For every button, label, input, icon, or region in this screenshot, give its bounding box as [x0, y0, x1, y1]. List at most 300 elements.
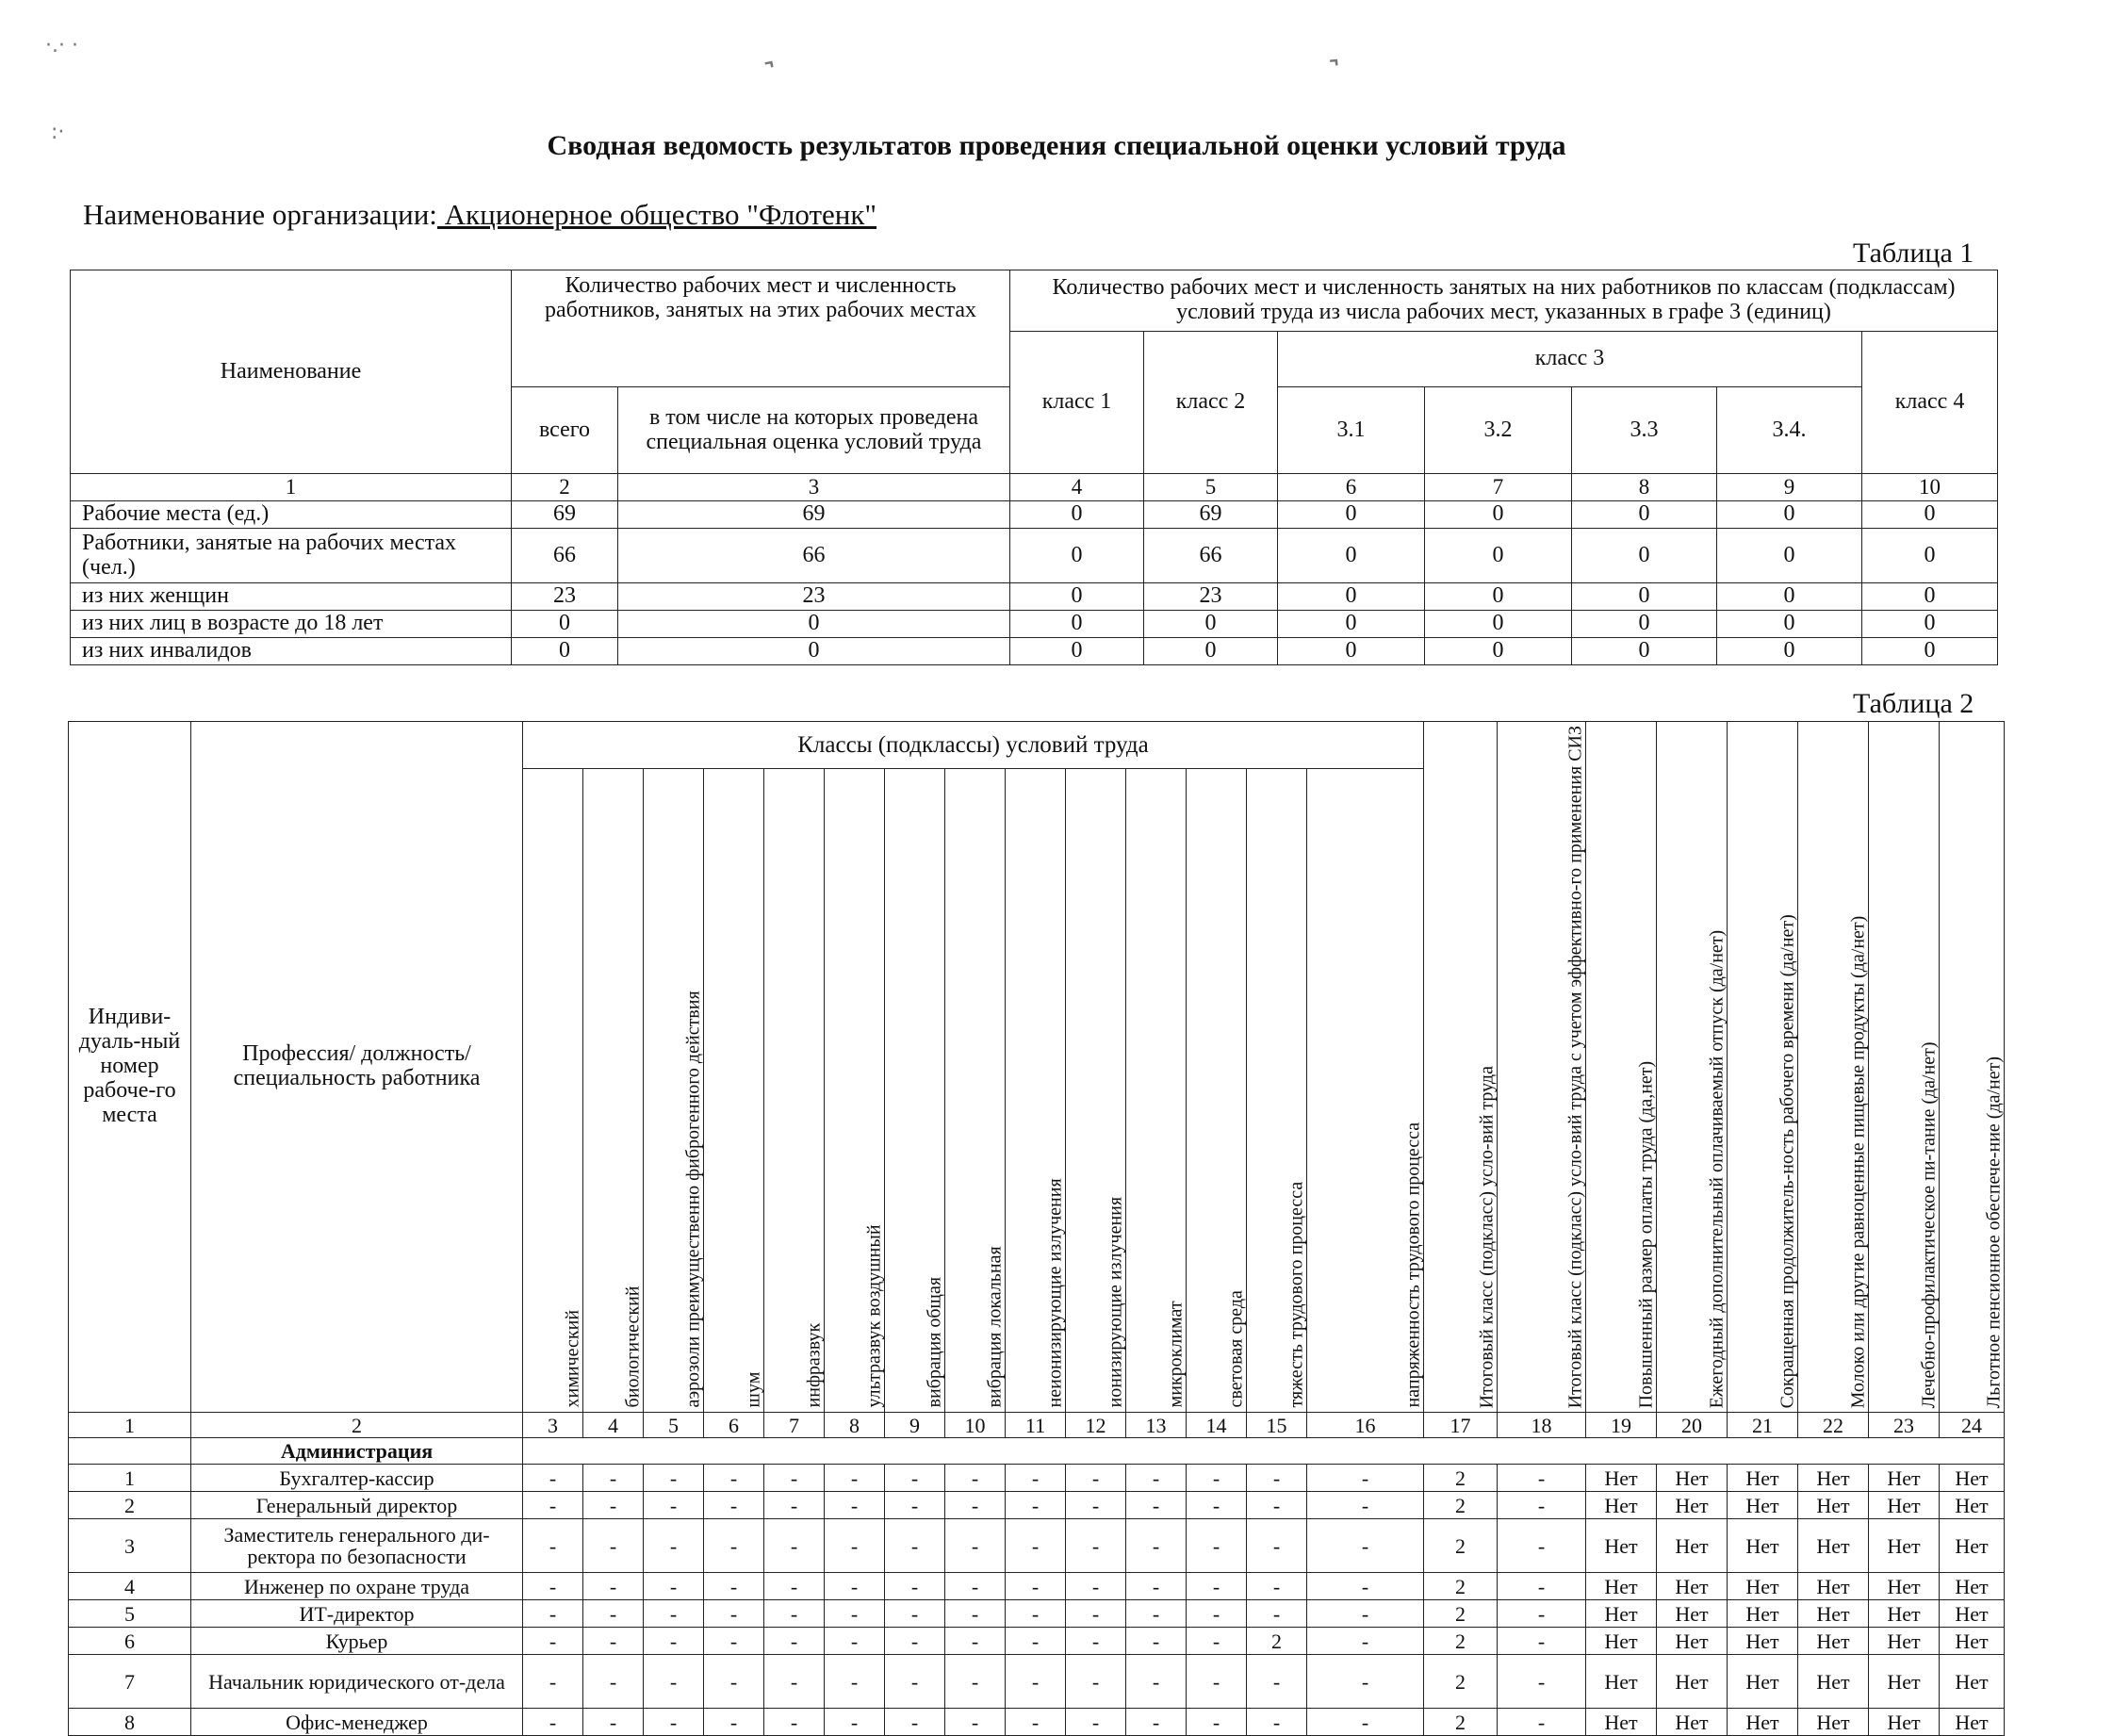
- cell-value: -: [885, 1709, 945, 1736]
- cell-value: Нет: [1586, 1709, 1657, 1736]
- cell-value: -: [1498, 1628, 1586, 1655]
- cell-value: Нет: [1728, 1655, 1798, 1709]
- cell-value: Нет: [1657, 1709, 1728, 1736]
- header-factor: аэрозоли преимущественно фиброгенного действия: [644, 768, 704, 1412]
- cell-value: 0: [1862, 638, 1998, 665]
- cell-value: -: [1498, 1465, 1586, 1492]
- scan-noise: ·.· ·: [45, 34, 78, 57]
- row-label: из них инвалидов: [71, 638, 512, 665]
- cell-value: Нет: [1586, 1465, 1657, 1492]
- cell-value: 2: [1424, 1492, 1498, 1519]
- cell-value: -: [825, 1573, 885, 1600]
- cell-value: -: [583, 1492, 644, 1519]
- cell-value: 0: [1572, 583, 1717, 611]
- workplace-number: 8: [69, 1709, 191, 1736]
- table-row: [69, 1573, 2005, 1600]
- cell-value: 0: [1717, 611, 1862, 638]
- cell-value: -: [1126, 1709, 1187, 1736]
- header-class1: класс 1: [1010, 332, 1144, 474]
- header-class-3-1: 3.1: [1278, 387, 1425, 474]
- cell-value: -: [885, 1600, 945, 1628]
- cell-value: Нет: [1586, 1573, 1657, 1600]
- cell-value: -: [1066, 1600, 1126, 1628]
- profession-name: Генеральный директор: [191, 1492, 523, 1519]
- cell-value: 0: [1862, 529, 1998, 583]
- cell-value: -: [704, 1573, 764, 1600]
- table-row: [71, 638, 1998, 665]
- organization-name: Акционерное общество "Флотенк": [436, 198, 877, 231]
- column-number: 23: [1869, 1413, 1940, 1438]
- cell-value: Нет: [1798, 1600, 1869, 1628]
- cell-value: 0: [1010, 611, 1144, 638]
- column-number: 4: [1010, 474, 1144, 501]
- cell-value: -: [1498, 1709, 1586, 1736]
- column-number: 1: [69, 1413, 191, 1438]
- cell-value: 0: [1862, 611, 1998, 638]
- cell-value: Нет: [1728, 1519, 1798, 1573]
- cell-value: -: [945, 1492, 1006, 1519]
- column-number: 10: [1862, 474, 1998, 501]
- profession-name: Начальник юридического от-дела: [191, 1655, 523, 1709]
- header-factor: вибрация общая: [885, 768, 945, 1412]
- cell-value: -: [583, 1519, 644, 1573]
- cell-value: Нет: [1940, 1465, 2005, 1492]
- cell-value: 0: [1278, 501, 1425, 529]
- header-class-group: Количество рабочих мест и численность занятых на них работников по классам (подклассам) условий труда из числа рабочих мест, указанных в графе 3 (единиц): [1010, 270, 1998, 332]
- cell-value: Нет: [1798, 1709, 1869, 1736]
- cell-value: -: [885, 1492, 945, 1519]
- cell-value: 23: [512, 583, 618, 611]
- column-number: 24: [1940, 1413, 2005, 1438]
- cell-value: -: [1066, 1492, 1126, 1519]
- cell-value: Нет: [1728, 1628, 1798, 1655]
- column-number-row: [69, 1413, 2005, 1438]
- column-number: 6: [1278, 474, 1425, 501]
- cell-value: -: [764, 1492, 825, 1519]
- cell-value: -: [1066, 1465, 1126, 1492]
- cell-value: -: [1307, 1628, 1424, 1655]
- cell-value: -: [1247, 1465, 1307, 1492]
- header-factor: инфразвук: [764, 768, 825, 1412]
- document-title: Сводная ведомость результатов проведения специальной оценки условий труда: [547, 130, 1566, 161]
- staple-mark: ˺: [761, 54, 782, 99]
- cell-value: -: [1498, 1573, 1586, 1600]
- workplace-number: 7: [69, 1655, 191, 1709]
- column-number: 4: [583, 1413, 644, 1438]
- cell-value: -: [1006, 1709, 1066, 1736]
- cell-value: -: [1307, 1519, 1424, 1573]
- cell-value: 69: [1144, 501, 1278, 529]
- cell-value: Нет: [1657, 1465, 1728, 1492]
- cell-value: -: [1066, 1573, 1126, 1600]
- cell-value: 0: [1572, 529, 1717, 583]
- cell-value: 0: [1717, 638, 1862, 665]
- header-pension: Льготное пенсионное обеспече-ние (да/нет): [1940, 722, 2005, 1413]
- cell-value: -: [945, 1519, 1006, 1573]
- cell-value: 66: [618, 529, 1010, 583]
- cell-value: -: [1126, 1465, 1187, 1492]
- cell-value: Нет: [1940, 1519, 2005, 1573]
- table-row: [69, 1600, 2005, 1628]
- cell-value: -: [1126, 1655, 1187, 1709]
- cell-value: -: [1307, 1465, 1424, 1492]
- cell-value: 0: [1278, 611, 1425, 638]
- cell-value: -: [764, 1519, 825, 1573]
- header-count-group: Количество рабочих мест и численность работников, занятых на этих рабочих местах: [512, 270, 1010, 387]
- column-number: 18: [1498, 1413, 1586, 1438]
- cell-value: -: [583, 1600, 644, 1628]
- column-number: 5: [1144, 474, 1278, 501]
- cell-value: -: [1498, 1655, 1586, 1709]
- cell-value: 0: [1717, 501, 1862, 529]
- column-number: 1: [71, 474, 512, 501]
- cell-value: -: [704, 1655, 764, 1709]
- section-row: [69, 1438, 2005, 1465]
- table-row: [69, 1655, 2005, 1709]
- workplace-number: 3: [69, 1519, 191, 1573]
- table-row: [69, 1465, 2005, 1492]
- cell-value: Нет: [1586, 1492, 1657, 1519]
- cell-value: 0: [1425, 583, 1572, 611]
- cell-value: -: [885, 1465, 945, 1492]
- cell-value: -: [1307, 1600, 1424, 1628]
- table-row: [71, 501, 1998, 529]
- cell-value: 0: [1144, 638, 1278, 665]
- cell-value: -: [764, 1628, 825, 1655]
- column-number: 21: [1728, 1413, 1798, 1438]
- cell-value: -: [583, 1709, 644, 1736]
- cell-value: Нет: [1586, 1655, 1657, 1709]
- cell-value: 2: [1424, 1465, 1498, 1492]
- workplace-table: [68, 721, 2005, 1736]
- cell-value: -: [523, 1492, 583, 1519]
- cell-value: Нет: [1586, 1600, 1657, 1628]
- cell-value: -: [1006, 1628, 1066, 1655]
- cell-value: Нет: [1728, 1492, 1798, 1519]
- cell-value: -: [1247, 1709, 1307, 1736]
- cell-value: Нет: [1728, 1709, 1798, 1736]
- cell-value: -: [1187, 1600, 1247, 1628]
- scan-noise: :·: [51, 121, 65, 144]
- cell-value: 69: [512, 501, 618, 529]
- header-class-3-3: 3.3: [1572, 387, 1717, 474]
- column-number: 8: [825, 1413, 885, 1438]
- cell-value: -: [1006, 1519, 1066, 1573]
- table-row: [71, 529, 1998, 583]
- profession-name: Инженер по охране труда: [191, 1573, 523, 1600]
- cell-value: -: [825, 1655, 885, 1709]
- cell-value: Нет: [1728, 1573, 1798, 1600]
- cell-value: -: [1126, 1519, 1187, 1573]
- header-factor: ионизирующие излучения: [1066, 768, 1126, 1412]
- cell-value: -: [644, 1465, 704, 1492]
- cell-value: 0: [618, 638, 1010, 665]
- table2-caption: Таблица 2: [1853, 688, 1974, 719]
- cell-value: -: [583, 1655, 644, 1709]
- column-number: 20: [1657, 1413, 1728, 1438]
- cell-value: Нет: [1869, 1600, 1940, 1628]
- header-factor: шум: [704, 768, 764, 1412]
- cell-value: -: [1307, 1492, 1424, 1519]
- cell-value: -: [583, 1573, 644, 1600]
- cell-value: -: [1187, 1492, 1247, 1519]
- header-factor: химический: [523, 768, 583, 1412]
- cell-value: Нет: [1940, 1492, 2005, 1519]
- cell-value: 2: [1424, 1519, 1498, 1573]
- cell-value: -: [1066, 1628, 1126, 1655]
- header-factor: биологический: [583, 768, 644, 1412]
- organization-label: Наименование организации:: [83, 198, 437, 231]
- cell-value: -: [825, 1519, 885, 1573]
- header-factor: неионизирующие излучения: [1006, 768, 1066, 1412]
- column-number: 14: [1187, 1413, 1247, 1438]
- cell-value: -: [704, 1465, 764, 1492]
- cell-value: 0: [1425, 611, 1572, 638]
- cell-value: -: [523, 1465, 583, 1492]
- cell-value: Нет: [1586, 1628, 1657, 1655]
- cell-value: -: [1126, 1573, 1187, 1600]
- cell-value: Нет: [1940, 1573, 2005, 1600]
- cell-value: Нет: [1940, 1655, 2005, 1709]
- cell-value: -: [1247, 1573, 1307, 1600]
- cell-value: -: [885, 1655, 945, 1709]
- column-number: 6: [704, 1413, 764, 1438]
- cell-value: -: [945, 1465, 1006, 1492]
- column-number: 19: [1586, 1413, 1657, 1438]
- cell-value: -: [764, 1573, 825, 1600]
- cell-value: -: [583, 1628, 644, 1655]
- cell-value: -: [1498, 1600, 1586, 1628]
- column-number: 17: [1424, 1413, 1498, 1438]
- cell-value: -: [1307, 1709, 1424, 1736]
- cell-value: -: [1006, 1600, 1066, 1628]
- column-number: 11: [1006, 1413, 1066, 1438]
- workplace-number: 5: [69, 1600, 191, 1628]
- cell-value: Нет: [1798, 1628, 1869, 1655]
- cell-value: -: [825, 1709, 885, 1736]
- cell-value: 0: [1010, 529, 1144, 583]
- cell-value: 0: [618, 611, 1010, 638]
- cell-value: -: [1187, 1465, 1247, 1492]
- cell-value: -: [704, 1492, 764, 1519]
- row-label: Рабочие места (ед.): [71, 501, 512, 529]
- cell-value: 23: [618, 583, 1010, 611]
- header-factor: световая среда: [1187, 768, 1247, 1412]
- cell-value: -: [1187, 1573, 1247, 1600]
- header-profession: Профессия/ должность/ специальность работника: [191, 722, 523, 1413]
- header-therapeutic-food: Лечебно-профилактическое пи-тание (да/нет): [1869, 722, 1940, 1413]
- cell-value: 2: [1424, 1628, 1498, 1655]
- cell-value: 0: [1425, 501, 1572, 529]
- column-number: 2: [512, 474, 618, 501]
- cell-value: Нет: [1586, 1519, 1657, 1573]
- profession-name: ИТ-директор: [191, 1600, 523, 1628]
- cell-value: 66: [512, 529, 618, 583]
- table-row: [69, 1519, 2005, 1573]
- cell-value: -: [1247, 1655, 1307, 1709]
- cell-value: Нет: [1798, 1655, 1869, 1709]
- cell-value: -: [1126, 1492, 1187, 1519]
- header-factor: вибрация локальная: [945, 768, 1006, 1412]
- column-number: 3: [523, 1413, 583, 1438]
- cell-value: 0: [1425, 529, 1572, 583]
- cell-value: -: [704, 1600, 764, 1628]
- header-extra-leave: Ежегодный дополнительный оплачиваемый отпуск (да/нет): [1657, 722, 1728, 1413]
- column-number: 8: [1572, 474, 1717, 501]
- cell-value: Нет: [1869, 1465, 1940, 1492]
- cell-value: -: [523, 1655, 583, 1709]
- staple-mark: ˺: [1326, 52, 1344, 97]
- workplace-number: 1: [69, 1465, 191, 1492]
- cell-value: -: [644, 1709, 704, 1736]
- cell-value: -: [523, 1573, 583, 1600]
- cell-value: -: [885, 1519, 945, 1573]
- header-milk: Молоко или другие равноценные пищевые продукты (да/нет): [1798, 722, 1869, 1413]
- cell-value: -: [764, 1600, 825, 1628]
- header-short-time: Сокращенная продолжитель-ность рабочего времени (да/нет): [1728, 722, 1798, 1413]
- cell-value: -: [945, 1709, 1006, 1736]
- summary-table: [70, 270, 1998, 665]
- column-number: 3: [618, 474, 1010, 501]
- cell-value: Нет: [1657, 1492, 1728, 1519]
- cell-value: 69: [618, 501, 1010, 529]
- table-row: [71, 611, 1998, 638]
- organization-line: [83, 198, 876, 232]
- cell-value: 0: [1862, 583, 1998, 611]
- cell-value: Нет: [1657, 1573, 1728, 1600]
- column-number: 10: [945, 1413, 1006, 1438]
- cell-value: -: [825, 1600, 885, 1628]
- cell-value: Нет: [1657, 1628, 1728, 1655]
- cell-value: -: [1247, 1519, 1307, 1573]
- header-class-3-4: 3.4.: [1717, 387, 1862, 474]
- header-factor: ультразвук воздушный: [825, 768, 885, 1412]
- cell-value: 0: [1278, 529, 1425, 583]
- cell-value: Нет: [1869, 1628, 1940, 1655]
- cell-value: 0: [1010, 638, 1144, 665]
- table-row: [69, 1492, 2005, 1519]
- header-factor: тяжесть трудового процесса: [1247, 768, 1307, 1412]
- header-total: всего: [512, 387, 618, 474]
- cell-value: -: [1307, 1655, 1424, 1709]
- column-number-row: [71, 474, 1998, 501]
- cell-value: -: [704, 1628, 764, 1655]
- column-number: 16: [1307, 1413, 1424, 1438]
- cell-value: 0: [1010, 501, 1144, 529]
- cell-value: Нет: [1940, 1628, 2005, 1655]
- table-row: [69, 1709, 2005, 1736]
- cell-value: 0: [1717, 583, 1862, 611]
- cell-value: 0: [1144, 611, 1278, 638]
- cell-value: -: [644, 1628, 704, 1655]
- cell-value: Нет: [1869, 1519, 1940, 1573]
- cell-value: 0: [1278, 583, 1425, 611]
- header-assessed: в том числе на которых проведена специальная оценка условий труда: [618, 387, 1010, 474]
- cell-value: -: [1126, 1628, 1187, 1655]
- cell-value: -: [704, 1519, 764, 1573]
- cell-value: -: [885, 1573, 945, 1600]
- cell-value: Нет: [1657, 1519, 1728, 1573]
- cell-value: 66: [1144, 529, 1278, 583]
- cell-value: 23: [1144, 583, 1278, 611]
- header-factor: микроклимат: [1126, 768, 1187, 1412]
- column-number: 2: [191, 1413, 523, 1438]
- cell-value: -: [704, 1709, 764, 1736]
- cell-value: Нет: [1940, 1600, 2005, 1628]
- cell-value: Нет: [1657, 1600, 1728, 1628]
- cell-value: 0: [512, 611, 618, 638]
- profession-name: Курьер: [191, 1628, 523, 1655]
- cell-value: -: [644, 1519, 704, 1573]
- column-number: 7: [1425, 474, 1572, 501]
- table-row: [71, 583, 1998, 611]
- cell-value: Нет: [1869, 1492, 1940, 1519]
- column-number: 15: [1247, 1413, 1307, 1438]
- cell-value: Нет: [1798, 1573, 1869, 1600]
- cell-value: -: [523, 1628, 583, 1655]
- cell-value: -: [1006, 1573, 1066, 1600]
- cell-value: Нет: [1798, 1519, 1869, 1573]
- column-number: 5: [644, 1413, 704, 1438]
- header-class-3-2: 3.2: [1425, 387, 1572, 474]
- row-label: из них женщин: [71, 583, 512, 611]
- cell-value: 0: [1717, 529, 1862, 583]
- header-class2: класс 2: [1144, 332, 1278, 474]
- cell-value: -: [644, 1600, 704, 1628]
- table1-caption: Таблица 1: [1853, 237, 1974, 269]
- cell-value: -: [1187, 1519, 1247, 1573]
- cell-value: -: [1006, 1492, 1066, 1519]
- cell-value: 0: [1425, 638, 1572, 665]
- cell-value: -: [764, 1465, 825, 1492]
- header-class3: класс 3: [1278, 332, 1862, 387]
- header-classes-group: Классы (подклассы) условий труда: [523, 722, 1424, 769]
- cell-value: 0: [1572, 638, 1717, 665]
- cell-value: Нет: [1798, 1492, 1869, 1519]
- cell-value: 2: [1424, 1655, 1498, 1709]
- cell-value: -: [523, 1519, 583, 1573]
- profession-name: Заместитель генерального ди-ректора по безопасности: [191, 1519, 523, 1573]
- cell-value: -: [1498, 1492, 1586, 1519]
- header-class4: класс 4: [1862, 332, 1998, 474]
- header-final-class: Итоговый класс (подкласс) усло-вий труда: [1424, 722, 1498, 1413]
- cell-value: Нет: [1728, 1465, 1798, 1492]
- cell-value: 0: [1862, 501, 1998, 529]
- cell-value: -: [1066, 1655, 1126, 1709]
- workplace-number: 4: [69, 1573, 191, 1600]
- cell-value: Нет: [1869, 1709, 1940, 1736]
- cell-value: -: [1498, 1519, 1586, 1573]
- cell-value: -: [1307, 1573, 1424, 1600]
- cell-value: 0: [1278, 638, 1425, 665]
- cell-value: -: [1187, 1709, 1247, 1736]
- cell-value: -: [644, 1655, 704, 1709]
- cell-value: Нет: [1798, 1465, 1869, 1492]
- cell-value: -: [1006, 1465, 1066, 1492]
- cell-value: -: [583, 1465, 644, 1492]
- cell-value: 0: [512, 638, 618, 665]
- header-workplace-number: Индиви-дуаль-ный номер рабоче-го места: [69, 722, 191, 1413]
- cell-value: -: [825, 1492, 885, 1519]
- cell-value: Нет: [1657, 1655, 1728, 1709]
- cell-value: 2: [1424, 1600, 1498, 1628]
- cell-value: -: [945, 1655, 1006, 1709]
- cell-value: 0: [1010, 583, 1144, 611]
- cell-value: -: [945, 1628, 1006, 1655]
- cell-value: -: [945, 1600, 1006, 1628]
- profession-name: Офис-менеджер: [191, 1709, 523, 1736]
- cell-value: 0: [1572, 501, 1717, 529]
